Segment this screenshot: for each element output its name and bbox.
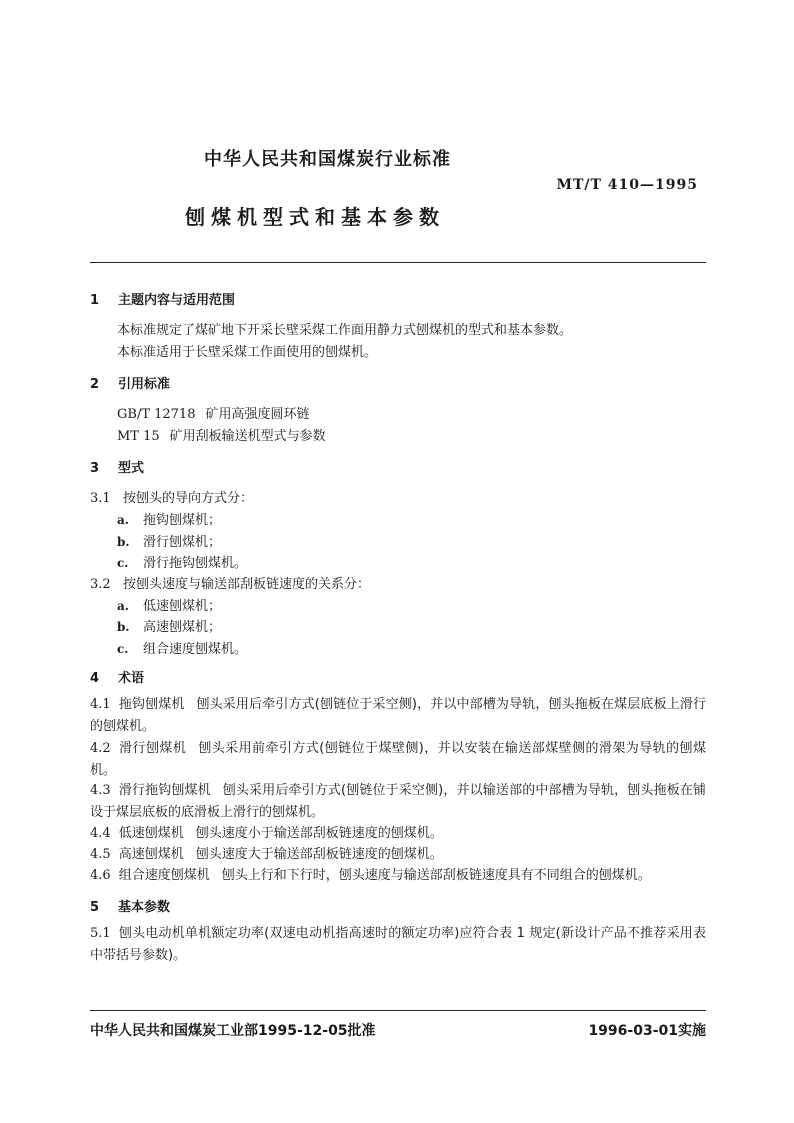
section-number: 2	[90, 377, 100, 392]
term-number: 4.5	[90, 847, 111, 862]
item-text: 高速刨煤机；	[143, 620, 222, 635]
implementation-date: 1996-03-01实施	[588, 1023, 706, 1039]
subsection-3-2	[90, 573, 370, 592]
term-name: 高速刨煤机	[118, 847, 184, 862]
section-title: 术语	[118, 671, 145, 686]
reference-name: 矿用高强度圆环链	[205, 407, 310, 422]
subsection-3-1	[90, 487, 253, 506]
section-title: 主题内容与适用范围	[118, 293, 236, 308]
term-name: 低速刨煤机	[118, 826, 184, 841]
list-item	[117, 509, 221, 528]
item-label: b.	[117, 535, 130, 549]
reference-item	[117, 425, 326, 444]
subsection-text: 按刨头速度与输送部刮板链速度的关系分：	[123, 577, 371, 592]
approval-line: 中华人民共和国煤炭工业部1995-12-05批准	[90, 1023, 376, 1039]
reference-code: GB/T 12718	[117, 407, 196, 422]
section-2-heading	[90, 373, 170, 392]
term-definition	[90, 694, 706, 738]
term-definition	[90, 865, 706, 887]
paragraph: 本标准规定了煤矿地下开采长壁采煤工作面用静力式刨煤机的型式和基本参数。	[117, 323, 573, 338]
list-item	[117, 531, 221, 550]
section-5-heading	[90, 896, 170, 915]
item-label: b.	[117, 620, 130, 634]
section-1-heading	[90, 289, 235, 308]
item-label: a.	[117, 599, 129, 613]
term-definition	[90, 844, 706, 866]
subsection-text: 刨头电动机单机额定功率(双速电动机指高速时的额定功率)应符合表 1 规定(新设计产品不推荐采用表中带括号参数)。	[90, 926, 706, 963]
footer-divider	[90, 1010, 706, 1011]
item-label: a.	[117, 513, 129, 527]
item-text: 低速刨煤机；	[143, 599, 222, 614]
list-item	[117, 616, 221, 635]
term-definition	[90, 823, 706, 845]
term-number: 4.3	[90, 783, 111, 798]
section-number: 4	[90, 671, 100, 686]
standard-code: MT/T 410—1995	[556, 177, 698, 193]
subsection-text: 按刨头的导向方式分：	[123, 491, 254, 506]
section-number: 1	[90, 293, 100, 308]
reference-code: MT 15	[117, 429, 160, 444]
subsection-number: 5.1	[90, 926, 111, 941]
term-definition	[90, 780, 706, 824]
item-text: 滑行拖钩刨煤机。	[143, 556, 248, 571]
subsection-number: 3.2	[90, 577, 111, 592]
header-divider	[90, 262, 706, 263]
list-item	[117, 638, 247, 657]
term-name: 滑行刨煤机	[118, 741, 187, 756]
section-title: 型式	[118, 461, 145, 476]
item-text: 组合速度刨煤机。	[143, 642, 248, 657]
item-label: c.	[117, 642, 129, 656]
subsection-number: 3.1	[90, 491, 111, 506]
term-number: 4.6	[90, 868, 111, 883]
term-name: 滑行拖钩刨煤机	[118, 783, 211, 798]
section-title: 基本参数	[118, 900, 171, 915]
term-text: 刨头速度大于输送部刮板链速度的刨煤机。	[195, 847, 443, 862]
document-title: 刨煤机型式和基本参数	[185, 205, 445, 229]
term-number: 4.4	[90, 826, 111, 841]
list-item	[117, 595, 221, 614]
term-text: 刨头采用后牵引方式(刨链位于采空侧)，并以输送部的中部槽为导轨，刨头拖板在铺设于煤层底板的底滑板上滑行的刨煤机。	[90, 783, 706, 820]
section-title: 引用标准	[118, 377, 171, 392]
standard-title: 中华人民共和国煤炭行业标准	[204, 149, 451, 170]
subsection-5-1	[90, 923, 706, 967]
section-number: 3	[90, 461, 100, 476]
term-definition	[90, 738, 706, 782]
list-item	[117, 552, 247, 571]
item-label: c.	[117, 556, 129, 570]
section-4-heading	[90, 667, 144, 686]
term-name: 拖钩刨煤机	[118, 697, 185, 712]
term-text: 刨头上行和下行时，刨头速度与输送部刮板链速度具有不同组合的刨煤机。	[221, 868, 651, 883]
item-text: 滑行刨煤机；	[143, 535, 222, 550]
term-text: 刨头速度小于输送部刮板链速度的刨煤机。	[195, 826, 443, 841]
term-text: 刨头采用前牵引方式(刨链位于煤壁侧)，并以安装在输送部煤壁侧的滑架为导轨的刨煤机。	[90, 741, 706, 778]
term-number: 4.2	[90, 741, 111, 756]
term-name: 组合速度刨煤机	[118, 868, 210, 883]
section-number: 5	[90, 900, 100, 915]
term-number: 4.1	[90, 697, 111, 712]
reference-item	[117, 403, 310, 422]
item-text: 拖钩刨煤机；	[143, 513, 222, 528]
section-3-heading	[90, 457, 144, 476]
term-text: 刨头采用后牵引方式(刨链位于采空侧)，并以中部槽为导轨，刨头拖板在煤层底板上滑行的刨煤机。	[90, 697, 706, 734]
paragraph: 本标准适用于长壁采煤工作面使用的刨煤机。	[117, 345, 378, 360]
reference-name: 矿用刮板输送机型式与参数	[169, 429, 326, 444]
